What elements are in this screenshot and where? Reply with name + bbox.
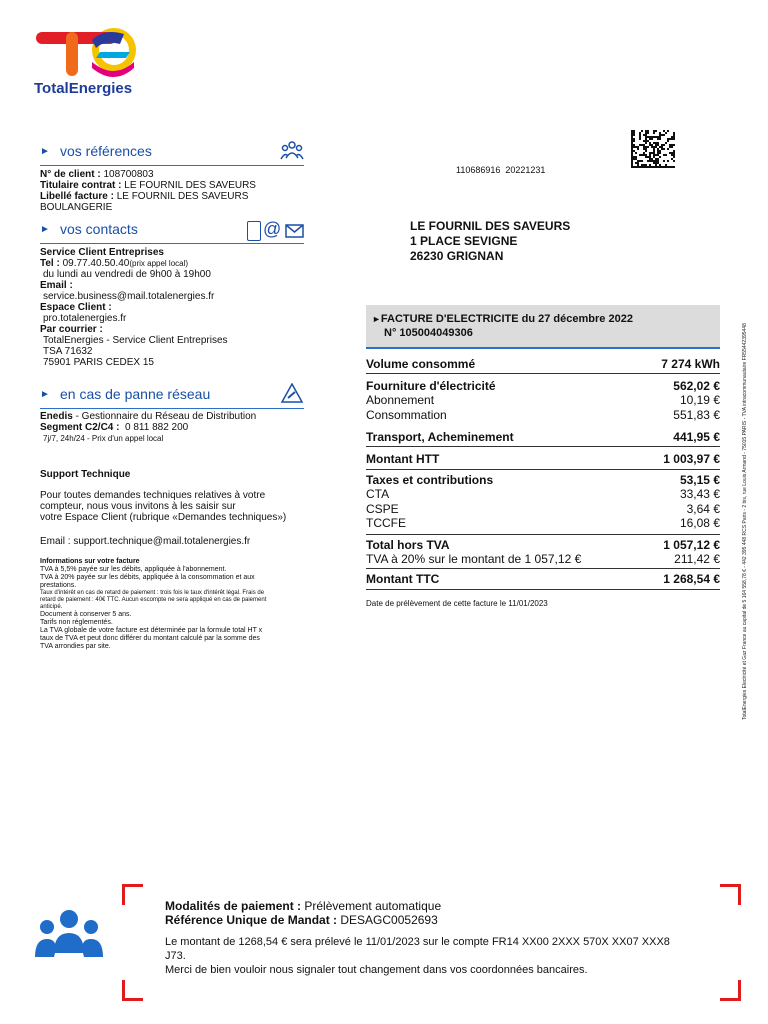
invoice-row-value: 1 268,54 € [663, 572, 720, 586]
prelevement-date: Date de prélèvement de cette facture le 11/01/2023 [366, 599, 548, 608]
section-contacts-title: ► vos contacts [40, 221, 304, 244]
document-reference: 110686916 20221231 [456, 165, 546, 175]
invoice-row [366, 572, 720, 587]
warning-tool-icon [281, 383, 303, 408]
logo-mark-icon [30, 22, 150, 82]
invoice-row-value: 3,64 € [686, 502, 720, 516]
bullet-arrow-icon: ► [40, 389, 50, 400]
invoice-row-value: 16,08 € [679, 516, 720, 530]
invoice-row [366, 430, 720, 445]
info-line: Taux d'intérêt en cas de retard de paiement : trois fois le taux d'intérêt légal. Frais de [40, 590, 265, 596]
invoice-row-label: Montant HTT [366, 452, 440, 466]
users-icon [280, 138, 304, 167]
invoice-row [366, 393, 720, 408]
invoice-row-value: 33,43 € [679, 487, 720, 501]
invoice-row-value: 441,95 € [673, 430, 720, 444]
invoice-row-label: Total hors TVA [366, 538, 450, 552]
invoice-row-label: Fourniture d'électricité [366, 379, 496, 393]
invoice-row-value: 551,83 € [673, 408, 720, 422]
invoice-header-box [366, 305, 720, 349]
invoice-row [366, 357, 720, 372]
info-line: retard de paiement : 40€ TTC. Aucun escompte ne sera appliqué en cas de paiement [40, 597, 267, 603]
corner-mark [720, 884, 741, 905]
info-line: Tarifs non réglementés. [40, 619, 113, 626]
payment-users-icon [34, 905, 104, 968]
side-legal-text: TotalEnergies Electricité et Gaz France au capital de 5 164 558,78 € - 442 395 448 RCS Paris - 2 bis, rue Louis Armand - 75015 PARIS - TVA intracommunautaire FR55442395448 [742, 323, 748, 720]
invoice-row [366, 379, 720, 394]
invoice-row-value: 53,15 € [679, 473, 720, 487]
rule-line [366, 589, 720, 590]
support-block: Pour toutes demandes techniques relatives à votre compteur, nous vous invitons à les saisir sur votre Espace Client (rubrique «Demandes techniques») Email : support.technique@mail.totalenergies.fr [40, 490, 287, 547]
invoice-row [366, 538, 720, 553]
invoice-row-label: TVA à 20% sur le montant de 1 057,12 € [366, 552, 582, 566]
info-line: TVA à 20% payée sur les débits, appliquée à la consommation et aux [40, 574, 255, 581]
invoice-row-value: 211,42 € [674, 552, 720, 566]
invoice-row-value: 7 274 kWh [661, 357, 720, 371]
info-line: prestations. [40, 582, 77, 589]
rule-line [366, 446, 720, 447]
envelope-icon [285, 224, 304, 243]
invoice-row-value: 562,02 € [673, 379, 720, 393]
invoice-row [366, 502, 720, 517]
info-line: TVA arrondies par site. [40, 643, 111, 650]
brand-name: TotalEnergies [34, 80, 133, 97]
datamatrix-code-icon [631, 130, 675, 173]
support-title: Support Technique [40, 469, 131, 480]
corner-mark [720, 980, 741, 1001]
rule-line [366, 469, 720, 470]
recipient-address: LE FOURNIL DES SAVEURS 1 PLACE SEVIGNE 26230 GRIGNAN [410, 219, 571, 263]
invoice-row [366, 473, 720, 488]
invoice-row-label: CTA [366, 487, 390, 501]
contacts-block: Service Client Entreprises Tel : 09.77.40.50.40(prix appel local) du lundi au vendredi de 9h00 à 19h00 Email : service.business@mail.totalenergies.fr Espace Client : pro.totalenergies.fr Par courrier : TotalEnergies - Service Client Entreprises TSA 71632 75901 PARIS CEDEX 15 [40, 247, 228, 368]
invoice-row-value: 1 003,97 € [663, 452, 720, 466]
bullet-arrow-icon: ► [372, 314, 381, 324]
bullet-arrow-icon: ► [40, 146, 50, 157]
payment-block: Modalités de paiement : Prélèvement automatique Référence Unique de Mandat : DESAGC0052693 Le montant de 1268,54 € sera prélevé le 11/01/2023 sur le compte FR14 XX00 2XXX 570X XX07 XXX8 J73. Merci de bien vouloir nous signaler tout changement dans vos coordonnées bancaires. [165, 899, 670, 976]
panne-block: Enedis - Gestionnaire du Réseau de Distribution Segment C2/C4 : 0 811 882 200 7j/7, 24h/24 - Prix d'un appel local [40, 411, 257, 443]
invoice-row-label: Transport, Acheminement [366, 430, 514, 444]
invoice-row-value: 1 057,12 € [663, 538, 720, 552]
invoice-row-label: Taxes et contributions [366, 473, 494, 487]
rule-line [366, 534, 720, 535]
info-lines [40, 566, 295, 651]
info-line: anticipé. [40, 604, 63, 610]
info-line: Document à conserver 5 ans. [40, 611, 132, 618]
invoice-info-block: Informations sur votre facture TVA à 5,5% payée sur les débits, appliquée à l'abonnement. TVA à 20% payée sur les débits, appliquée à la consommation et aux prestations. Taux d'intérêt en cas de retard de paiement : trois fois le taux d'intérêt légal. Frais de retard de paiement : 40€ TTC. Aucun escompte ne sera appliqué en cas de paiement anticipé. Document à conserver 5 ans. Tarifs non réglementés. La TVA globale de votre facture est déterminée par la formule total HT x taux de TVA et peut donc différer du montant calculé par la somme des TVA arrondies par site. [40, 558, 295, 651]
totalenergies-logo [30, 22, 150, 102]
invoice-row-label: Montant TTC [366, 572, 440, 586]
corner-mark [122, 884, 143, 905]
rule-line [366, 373, 720, 374]
rule-line [366, 568, 720, 569]
invoice-row-value: 10,19 € [679, 393, 720, 407]
info-line: taux de TVA et peut donc différer du montant calculé par la somme des [40, 635, 260, 642]
invoice-title: FACTURE D'ELECTRICITE du 27 décembre 2022 [380, 313, 633, 325]
invoice-row-label: Abonnement [366, 393, 435, 407]
section-references-title: ► vos références [40, 143, 304, 166]
corner-mark [122, 980, 143, 1001]
invoice-row-label: CSPE [366, 502, 399, 516]
invoice-row [366, 408, 720, 423]
at-icon: @ [263, 219, 282, 239]
invoice-row [366, 552, 720, 567]
invoice-row-label: Consommation [366, 408, 447, 422]
invoice-row-label: TCCFE [366, 516, 406, 530]
references-block: N° de client : 108700803 Titulaire contrat : LE FOURNIL DES SAVEURS Libellé facture : LE FOURNIL DES SAVEURS BOULANGERIE [40, 169, 256, 213]
invoice-row-label: Volume consommé [366, 357, 476, 371]
invoice-number: N° 105004049306 [384, 327, 473, 339]
info-line: TVA à 5,5% payée sur les débits, appliquée à l'abonnement. [40, 566, 227, 573]
invoice-row [366, 452, 720, 467]
invoice-row [366, 487, 720, 502]
info-line: La TVA globale de votre facture est déterminée par la formule total HT x [40, 627, 263, 634]
invoice-row [366, 516, 720, 531]
section-panne-title: ► en cas de panne réseau [40, 386, 304, 409]
phone-icon [247, 221, 261, 241]
bullet-arrow-icon: ► [40, 224, 50, 235]
